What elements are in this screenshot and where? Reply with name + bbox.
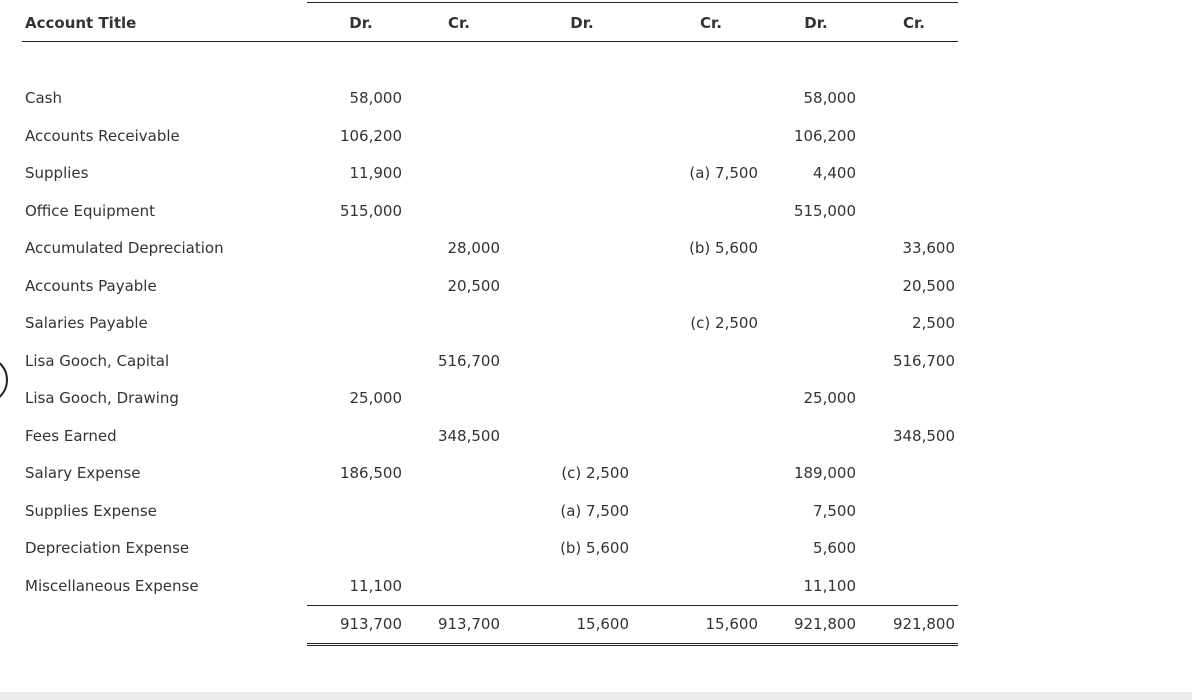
amount-cell: 33,600	[902, 239, 955, 257]
table-row	[0, 425, 1192, 447]
amount-cell	[856, 125, 955, 147]
amount-cell	[402, 462, 500, 484]
amount-cell: (c) 2,500	[561, 464, 629, 482]
amount-cell	[402, 387, 500, 409]
amount-cell: 4,400	[813, 164, 856, 182]
amount-cell	[500, 350, 629, 372]
account-name: Fees Earned	[25, 427, 117, 445]
amount-cell	[856, 162, 955, 184]
account-name: Accounts Payable	[25, 277, 157, 295]
table-row	[0, 350, 1192, 372]
amount-cell	[758, 237, 856, 259]
double-total-rule	[307, 643, 958, 646]
amount-cell	[300, 275, 402, 297]
amount-cell	[300, 537, 402, 559]
amount-cell: 11,100	[803, 577, 856, 595]
amount-cell	[500, 87, 629, 109]
amount-cell	[500, 387, 629, 409]
totals-row	[0, 613, 1192, 635]
account-name: Lisa Gooch, Drawing	[25, 389, 179, 407]
account-name: Supplies Expense	[25, 502, 157, 520]
table-row	[0, 162, 1192, 184]
amount-cell: 7,500	[813, 502, 856, 520]
amount-cell: 189,000	[793, 464, 856, 482]
amount-cell	[758, 350, 856, 372]
table-row	[0, 275, 1192, 297]
amount-cell: 20,500	[447, 277, 500, 295]
total-cell: 921,800	[793, 615, 856, 633]
amount-cell	[856, 537, 955, 559]
amount-cell: (b) 5,600	[560, 539, 629, 557]
header-col-1: Dr.	[349, 14, 373, 32]
amount-cell: 348,500	[437, 427, 500, 445]
amount-cell: 11,900	[349, 164, 402, 182]
amount-cell: (a) 7,500	[689, 164, 758, 182]
account-name: Accounts Receivable	[25, 127, 180, 145]
amount-cell	[629, 387, 758, 409]
amount-cell: 25,000	[349, 389, 402, 407]
account-name: Lisa Gooch, Capital	[25, 352, 170, 370]
table-row	[0, 87, 1192, 109]
amount-cell	[402, 87, 500, 109]
amount-cell	[402, 537, 500, 559]
amount-cell	[402, 500, 500, 522]
amount-cell: (a) 7,500	[560, 502, 629, 520]
account-name: Depreciation Expense	[25, 539, 190, 557]
account-name: Accumulated Depreciation	[25, 239, 224, 257]
amount-cell: 186,500	[339, 464, 402, 482]
amount-cell	[500, 575, 629, 597]
amount-cell	[758, 275, 856, 297]
table-row	[0, 537, 1192, 559]
amount-cell	[402, 575, 500, 597]
amount-cell: (c) 2,500	[690, 314, 758, 332]
amount-cell: 2,500	[912, 314, 955, 332]
amount-cell: 28,000	[447, 239, 500, 257]
amount-cell: 20,500	[902, 277, 955, 295]
table-row	[0, 125, 1192, 147]
amount-cell	[402, 162, 500, 184]
amount-cell	[856, 462, 955, 484]
header-col-6: Cr.	[903, 14, 925, 32]
account-name: Office Equipment	[25, 202, 155, 220]
header-col-4: Cr.	[700, 14, 722, 32]
amount-cell: 516,700	[892, 352, 955, 370]
amount-cell	[856, 87, 955, 109]
amount-cell	[629, 275, 758, 297]
amount-cell	[300, 500, 402, 522]
amount-cell	[300, 237, 402, 259]
amount-cell	[629, 537, 758, 559]
amount-cell: 58,000	[349, 89, 402, 107]
amount-cell: 106,200	[339, 127, 402, 145]
amount-cell	[629, 500, 758, 522]
amount-cell	[856, 387, 955, 409]
amount-cell	[500, 275, 629, 297]
amount-cell	[629, 125, 758, 147]
amount-cell	[856, 500, 955, 522]
table-row	[0, 387, 1192, 409]
amount-cell	[500, 200, 629, 222]
amount-cell: 516,700	[437, 352, 500, 370]
table-row	[0, 200, 1192, 222]
amount-cell	[402, 200, 500, 222]
amount-cell	[300, 425, 402, 447]
account-name: Salaries Payable	[25, 314, 148, 332]
total-cell: 15,600	[705, 615, 758, 633]
amount-cell	[856, 575, 955, 597]
amount-cell: 25,000	[803, 389, 856, 407]
amount-cell	[758, 425, 856, 447]
amount-cell	[629, 87, 758, 109]
amount-cell	[629, 425, 758, 447]
table-row	[0, 500, 1192, 522]
amount-cell: 11,100	[349, 577, 402, 595]
amount-cell	[500, 425, 629, 447]
header-col-3: Dr.	[570, 14, 594, 32]
amount-cell: 106,200	[793, 127, 856, 145]
total-cell: 913,700	[437, 615, 500, 633]
amount-cell: 5,600	[813, 539, 856, 557]
header-rule	[22, 41, 958, 42]
amount-cell	[402, 312, 500, 334]
account-name: Supplies	[25, 164, 89, 182]
amount-cell	[402, 125, 500, 147]
bottom-scroll-strip	[0, 692, 1192, 700]
amount-cell	[500, 312, 629, 334]
amount-cell	[300, 350, 402, 372]
table-row	[0, 462, 1192, 484]
header-col-2: Cr.	[448, 14, 470, 32]
table-row	[0, 575, 1192, 597]
amount-cell	[629, 350, 758, 372]
total-cell: 921,800	[892, 615, 955, 633]
amount-cell: (b) 5,600	[689, 239, 758, 257]
amount-cell	[500, 162, 629, 184]
amount-cell: 58,000	[803, 89, 856, 107]
account-name: Salary Expense	[25, 464, 141, 482]
total-cell: 913,700	[339, 615, 402, 633]
amount-cell	[758, 312, 856, 334]
account-name: Cash	[25, 89, 62, 107]
header-account-title: Account Title	[25, 14, 137, 32]
account-name: Miscellaneous Expense	[25, 577, 199, 595]
table-row	[0, 312, 1192, 334]
amount-cell	[500, 237, 629, 259]
amount-cell: 348,500	[892, 427, 955, 445]
amount-cell	[629, 575, 758, 597]
amount-cell: 515,000	[339, 202, 402, 220]
amount-cell: 515,000	[793, 202, 856, 220]
amount-cell	[856, 200, 955, 222]
amount-cell	[500, 125, 629, 147]
header-col-5: Dr.	[804, 14, 828, 32]
top-rule	[307, 2, 958, 3]
table-row	[0, 237, 1192, 259]
amount-cell	[300, 312, 402, 334]
amount-cell	[629, 200, 758, 222]
amount-cell	[629, 462, 758, 484]
total-cell: 15,600	[576, 615, 629, 633]
total-rule	[307, 605, 958, 606]
